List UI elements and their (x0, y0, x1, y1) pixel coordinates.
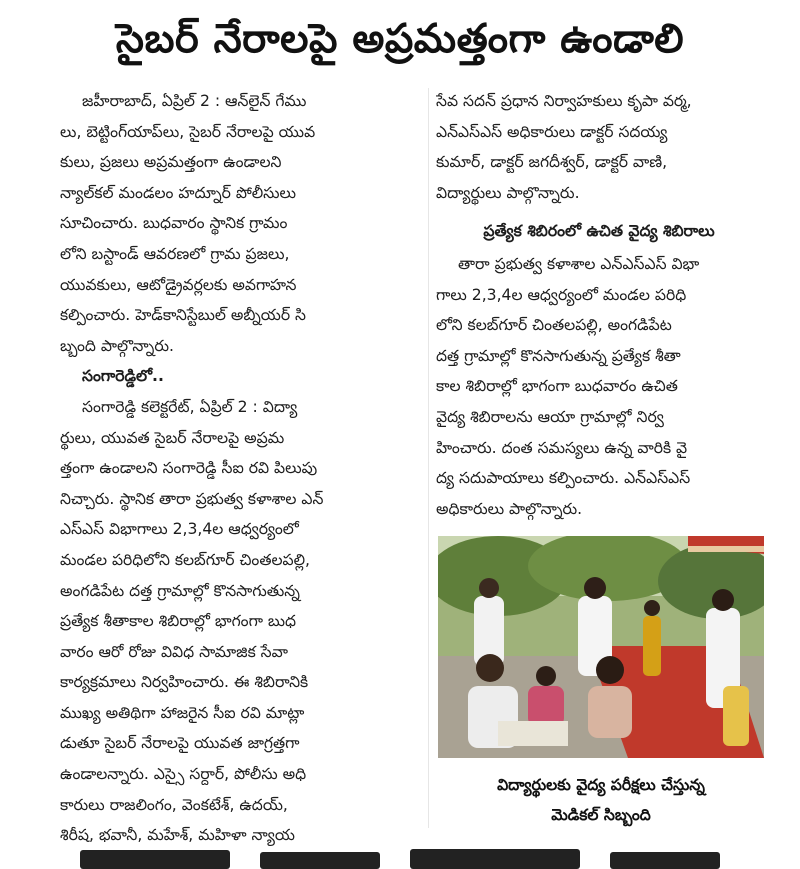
text-line: శిరీష, భవానీ, మహేశ్, మహిళా న్యాయ (60, 826, 295, 845)
text-line: వారం ఆరో రోజు వివిధ సామాజిక సేవా (60, 642, 288, 661)
text-line: కార్యక్రమాలు నిర్వహించారు. ఈ శిబిరానికి (60, 673, 309, 692)
text-line: కాల శిబిరాల్లో భాగంగా బుధవారం ఉచిత (436, 377, 678, 396)
text-line: దత్త గ్రామాల్లో కొనసాగుతున్న ప్రత్యేక శీతా (436, 346, 681, 365)
section-subhead: సంగారెడ్డిలో.. (82, 367, 164, 386)
text-line: ఎస్ఎస్ విభాగాలు 2,3,4ల ఆధ్వర్యంలో (60, 520, 299, 539)
text-line: కుమార్, డాక్టర్ జగదీశ్వర్, డాక్టర్ వాణి, (436, 153, 668, 172)
right-paragraph-2 (436, 249, 762, 524)
text-line: గాలు 2,3,4ల ఆధ్వర్యంలో మండల పరిధి (436, 285, 687, 304)
left-paragraph-1 (60, 86, 420, 361)
text-line: తారా ప్రభుత్వ కళాశాల ఎన్ఎస్ఎస్ విభా (458, 254, 700, 273)
text-line: ఎన్ఎస్ఎస్ అధికారులు డాక్టర్ సదయ్య (436, 122, 668, 141)
column-divider (428, 88, 429, 828)
text-line: డుతూ సైబర్ నేరాలపై యువత జాగ్రత్తగా (60, 734, 300, 753)
text-line: హించారు. దంత సమస్యలు ఉన్న వారికి వై (436, 438, 688, 457)
next-headline-fragment (0, 846, 800, 869)
text-line: జహీరాబాద్, ఏప్రిల్ 2 : ఆన్‌లైన్ గేము (82, 92, 307, 110)
text-line: కల్పించారు. హెడ్‌కానిస్టేబుల్ అబ్నీయర్ సి (60, 306, 306, 325)
text-line: ఉండాలన్నారు. ఎస్సై సర్దార్, పోలీసు అధి (60, 765, 307, 784)
text-line: లు, బెట్టింగ్‌యాప్‌లు, సైబర్ నేరాలపై యువ (60, 122, 316, 141)
text-line: కులు, ప్రజలు అప్రమత్తంగా ఉండాలని (60, 153, 282, 172)
text-line: న్యాల్‌కల్ మండలం హద్నూర్ పోలీసులు (60, 183, 296, 202)
text-line: ర్థులు, యువత సైబర్ నేరాలపై అప్రమ (60, 428, 285, 447)
text-line: ద్య సదుపాయాలు కల్పించారు. ఎన్ఎస్ఎస్ (436, 469, 691, 488)
text-line: అధికారులు పాల్గొన్నారు. (436, 499, 583, 518)
text-line: సేవ సదన్ ప్రధాన నిర్వాహకులు కృపా వర్మ, (436, 92, 692, 110)
right-column (436, 86, 762, 524)
text-line: కారులు రాజలింగం, వెంకటేశ్, ఉదయ్, (60, 795, 288, 814)
text-line: నిచ్చారు. స్థానిక తారా ప్రభుత్వ కళాశాల ఎన్ (60, 489, 324, 508)
medical-camp-photo (438, 536, 764, 758)
text-line: ప్రత్యేక శీతాకాల శిబిరాల్లో భాగంగా బుధ (60, 612, 296, 631)
text-line: లోని బస్టాండ్ ఆవరణలో గ్రామ ప్రజలు, (60, 244, 290, 263)
text-line: మండల పరిధిలోని కలబ్‌గూర్ చింతలపల్లి, (60, 550, 310, 569)
text-line: సూచించారు. బుధవారం స్థానిక గ్రామం (60, 214, 288, 233)
text-line: వైద్య శిబిరాలను ఆయా గ్రామాల్లో నిర్వ (436, 407, 664, 426)
text-line: త్తంగా ఉండాలని సంగారెడ్డి సీఐ రవి పిలుపు (60, 459, 318, 478)
photo-caption (438, 770, 764, 830)
caption-line: విద్యార్థులకు వైద్య పరీక్షలు చేస్తున్న (497, 776, 705, 794)
text-line: బ్బంది పాల్గొన్నారు. (60, 336, 174, 355)
text-line: లోని కలబ్‌గూర్ చింతలపల్లి, అంగడిపేట (436, 316, 672, 335)
text-line: ముఖ్య అతిథిగా హాజరైన సీఐ రవి మాట్లా (60, 703, 305, 722)
caption-line: మెడికల్ సిబ్బంది (551, 806, 651, 824)
text-line: విద్యార్థులు పాల్గొన్నారు. (436, 183, 580, 202)
left-column (60, 86, 420, 851)
headline: సైబర్ నేరాలపై అప్రమత్తంగా ఉండాలి (115, 16, 685, 62)
text-line: యువకులు, ఆటోడ్రైవర్లలకు అవగాహన (60, 275, 297, 294)
left-paragraph-2 (60, 392, 420, 851)
text-line: అంగడిపేట దత్త గ్రామాల్లో కొనసాగుతున్న (60, 581, 300, 600)
photo-illustration (438, 536, 764, 758)
right-paragraph-1 (436, 86, 762, 208)
text-line: సంగారెడ్డి కలెక్టరేట్, ఏప్రిల్ 2 : విద్యా (82, 397, 298, 416)
cut-off-text-graphic (0, 846, 800, 869)
section-subhead: ప్రత్యేక శిబిరంలో ఉచిత వైద్య శిబిరాలు (483, 222, 715, 241)
